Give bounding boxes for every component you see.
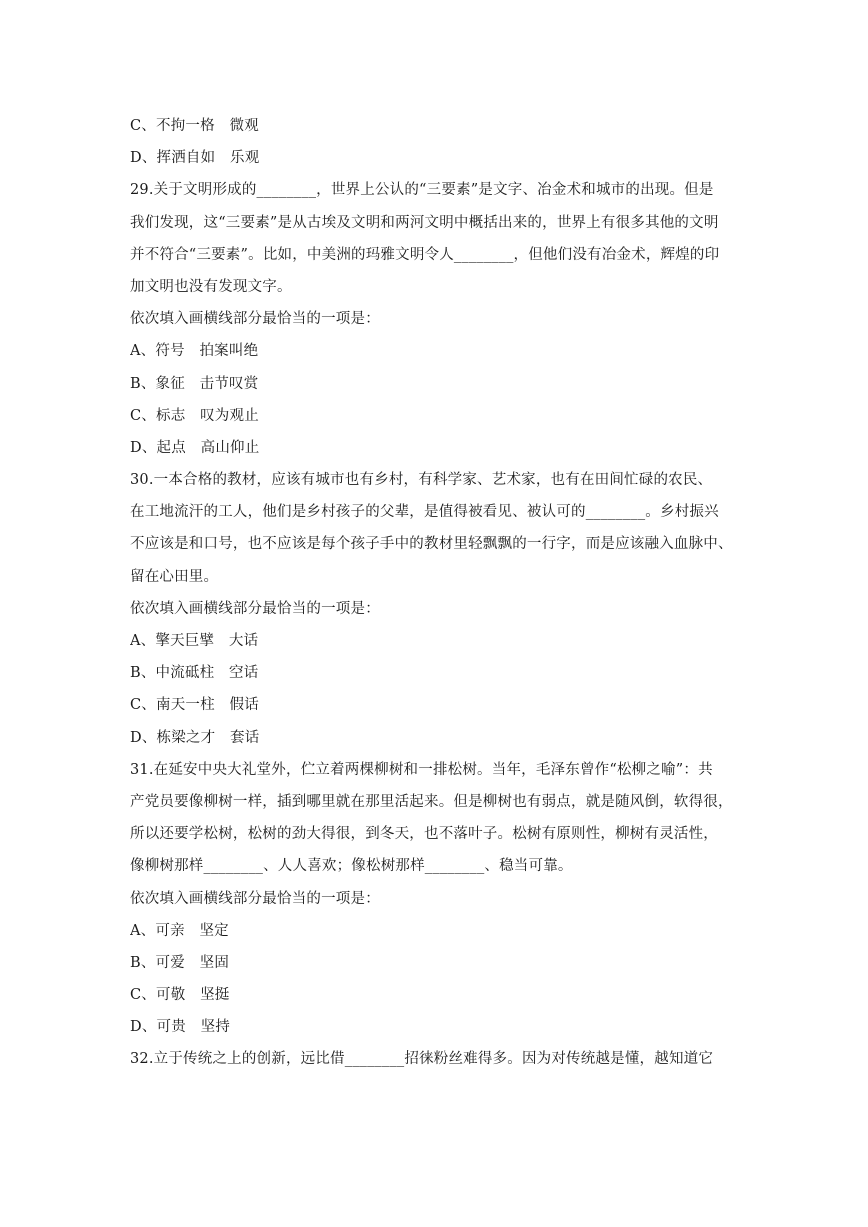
question-paragraph [130,464,740,593]
text-line [130,303,740,335]
text-line: 依次填入画横线部分最恰当的一项是： [130,890,380,907]
text-line: 留在心田里。 [130,568,219,585]
text-line [130,625,740,657]
text-line [130,883,740,915]
text-line: B、象征 击节叹赏 [130,375,259,392]
text-line: 依次填入画横线部分最恰当的一项是： [130,311,380,328]
text-line [130,947,740,979]
text-line: 依次填入画横线部分最恰当的一项是： [130,600,380,617]
text-line: B、可爱 坚固 [130,954,230,971]
text-line: 我们发现，这“三要素”是从古埃及文明和两河文明中概括出来的，世界上有很多其他的文明 [130,214,719,231]
text-line [130,657,740,689]
text-line: D、栋梁之才 套话 [130,729,260,746]
text-line [130,110,740,142]
text-line: A、可亲 坚定 [130,922,229,939]
text-line [130,979,740,1011]
text-line: 在工地流汗的工人，他们是乡村孩子的父辈，是值得被看见、被认可的________。乡村振兴 [130,504,719,521]
text-line: D、挥洒自如 乐观 [130,150,260,167]
text-line: 加文明也没有发现文字。 [130,278,292,295]
text-line [130,142,740,174]
document-content [130,110,740,1076]
text-line: 30.一本合格的教材，应该有城市也有乡村，有科学家、艺术家，也有在田间忙碌的农民、 [130,472,713,489]
text-line: 32.立于传统之上的创新，远比借________招徕粉丝难得多。因为对传统越是懂，越知道它 [130,1051,714,1068]
text-line: C、标志 叹为观止 [130,407,259,424]
text-line [130,335,740,367]
text-line: 像柳树那样________、人人喜欢；像松树那样________、稳当可靠。 [130,858,573,875]
text-line: A、擎天巨擘 大话 [130,633,259,649]
text-line: 29.关于文明形成的________，世界上公认的“三要素”是文字、冶金术和城市的出现。但是 [130,182,714,199]
question-paragraph [130,754,740,883]
text-line: D、可贵 坚持 [130,1019,231,1036]
text-line [130,1043,740,1075]
text-line [130,722,740,754]
text-line [130,689,740,721]
text-line: C、南天一柱 假话 [130,697,259,714]
text-line: 并不符合“三要素”。比如，中美洲的玛雅文明令人________，但他们没有冶金术，辉煌的印 [130,246,720,263]
text-line: D、起点 高山仰止 [130,439,260,456]
text-line [130,915,740,947]
text-line [130,1011,740,1043]
text-line: 所以还要学松树，松树的劲大得很，到冬天，也不落叶子。松树有原则性，柳树有灵活性， [130,826,718,843]
text-line [130,432,740,464]
text-line [130,593,740,625]
text-line: 不应该是和口号，也不应该是每个孩子手中的教材里轻飘飘的一行字，而是应该融入血脉中、 [130,536,733,553]
text-line: B、中流砥柱 空话 [130,665,259,682]
question-paragraph [130,174,740,303]
text-line: C、可敬 坚挺 [130,987,230,1004]
text-line: A、符号 拍案叫绝 [130,343,259,360]
text-line: 产党员要像柳树一样，插到哪里就在那里活起来。但是柳树也有弱点，就是随风倒，软得很， [130,793,733,810]
text-line: 31.在延安中央大礼堂外，伫立着两棵柳树和一排松树。当年，毛泽东曾作“松柳之喻”：共 [130,761,713,778]
text-line [130,400,740,432]
text-line: C、不拘一格 微观 [130,118,259,134]
text-line [130,368,740,400]
